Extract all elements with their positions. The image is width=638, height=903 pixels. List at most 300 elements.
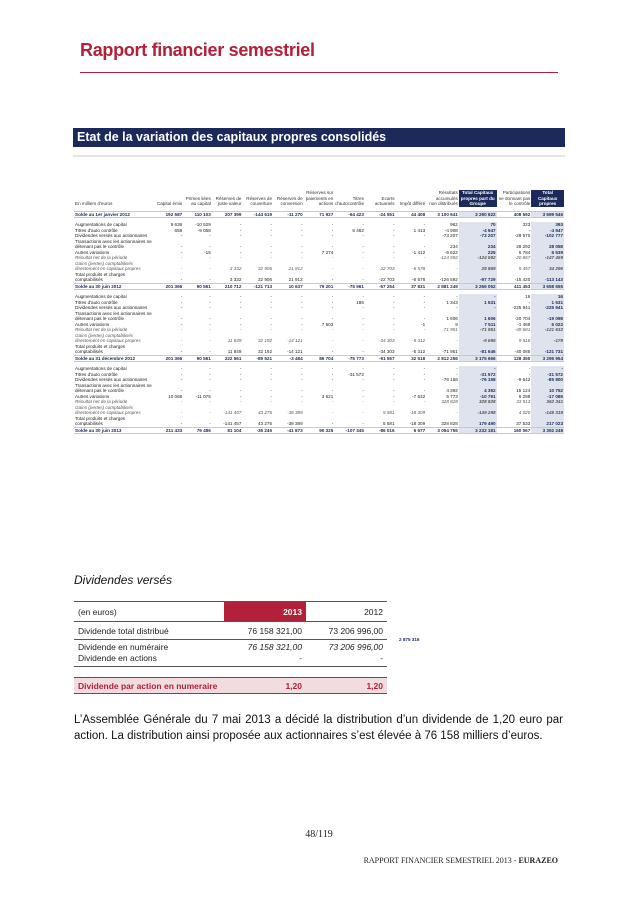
table-cell: -4 908: [444, 227, 458, 233]
table-cell: -: [209, 266, 211, 271]
table-cell: 160 067: [497, 427, 532, 434]
table-cell: -: [528, 371, 531, 377]
table-cell: -: [362, 294, 364, 299]
table-cell: -: [270, 222, 273, 227]
table-cell: -: [393, 255, 395, 260]
table-cell: 43 276: [257, 410, 273, 415]
table-cell: -: [423, 316, 426, 321]
table-cell: -49 681: [514, 327, 531, 332]
table-cell: -: [362, 277, 364, 282]
table-cell: -4 947: [459, 228, 497, 234]
table-cell: -: [209, 410, 211, 415]
table-cell: -: [393, 321, 395, 327]
table-cell: -34 303: [378, 349, 395, 354]
row-label: Transactions avec les actionnaires ne détenant pas le contrôle: [75, 382, 152, 393]
table-cell: -: [209, 388, 211, 393]
table-cell: -: [209, 421, 211, 426]
row-label: Solde au 30 juin 2013: [74, 427, 154, 434]
dividends-header-row: [74, 602, 387, 622]
table-cell: 7 511: [459, 322, 497, 328]
table-cell: -113 143: [531, 272, 564, 284]
column-header: Total Capitaux propres part du Groupe: [460, 190, 495, 206]
table-cell: -: [270, 305, 273, 310]
table-cell: -: [209, 255, 211, 260]
table-header-row: [74, 190, 564, 207]
table-cell: -102 777: [531, 233, 564, 239]
table-row: [74, 311, 564, 322]
table-cell: -11 075: [195, 393, 211, 399]
table-cell: -11 270: [273, 211, 304, 218]
table-cell: -: [331, 233, 334, 238]
table-cell: -: [393, 399, 395, 404]
table-cell: 411 453: [497, 283, 532, 290]
table-cell: 362 341: [531, 399, 564, 405]
table-cell: -: [393, 305, 395, 310]
table-cell: -: [393, 244, 395, 249]
table-cell: 234: [459, 239, 497, 250]
table-cell: 5 773: [446, 393, 458, 399]
table-cell: -: [239, 222, 242, 227]
table-cell: -: [180, 299, 183, 305]
table-cell: -: [180, 421, 183, 426]
table-cell: -145 318: [531, 405, 564, 416]
table-cell: 3 100 641: [426, 211, 459, 218]
table-cell: -: [423, 299, 426, 305]
column-header: Total Capitaux propres: [531, 190, 564, 207]
table-cell: -: [180, 305, 183, 310]
table-cell: -225 941: [531, 305, 564, 311]
table-cell: -20 704: [514, 316, 531, 321]
table-cell: -: [331, 277, 334, 282]
table-cell: 328 828: [441, 399, 458, 404]
table-cell: -7 632: [412, 393, 426, 399]
table-cell: -73 207: [459, 233, 497, 239]
table-cell: -: [301, 316, 303, 321]
table-cell: -: [393, 327, 395, 332]
table-cell: -: [180, 233, 183, 238]
table-cell: -: [180, 294, 183, 299]
row-label: Transactions avec les actionnaires ne détenant pas le contrôle: [75, 310, 152, 321]
table-cell: 11 849: [227, 338, 242, 343]
table-cell: -: [331, 222, 334, 227]
table-cell: -91 557: [365, 355, 396, 362]
row-label: Résultat net de la période: [75, 327, 128, 332]
row-label: Dividendes versés aux actionnaires: [75, 377, 148, 382]
table-cell: -: [180, 244, 183, 249]
row-label: Total produits et charges comptabilisés: [75, 343, 126, 354]
table-cell: -: [423, 294, 426, 299]
row-label: Dividendes versés aux actionnaires: [75, 305, 148, 310]
table-cell: 5 581: [383, 410, 395, 415]
table-cell: -76 158: [459, 377, 497, 383]
table-cell: -: [456, 366, 458, 371]
row-label: Augmentations de capital: [75, 222, 127, 227]
table-cell: -: [301, 321, 303, 327]
table-cell: -15 420: [514, 277, 531, 282]
table-cell: -: [301, 299, 303, 305]
table-cell: -: [362, 338, 364, 343]
page-title: Rapport financier semestriel: [80, 40, 315, 60]
table-cell: 3 054 755: [426, 427, 459, 434]
table-cell: 3 332: [229, 277, 242, 282]
equity-statement-table: [74, 190, 564, 438]
row-label: Titres d'auto contrôle: [75, 299, 118, 305]
table-cell: -: [331, 316, 334, 321]
table-cell: -: [331, 366, 334, 371]
table-cell: -: [423, 371, 426, 377]
table-cell: -22 703: [378, 266, 395, 271]
table-cell: -31 572: [348, 371, 364, 377]
table-cell: -: [362, 366, 364, 371]
table-cell: 3 621: [321, 393, 334, 399]
table-cell: -: [331, 299, 334, 305]
table-cell: -: [180, 349, 183, 354]
table-cell: -: [456, 371, 458, 377]
table-cell: -: [239, 249, 242, 255]
table-cell: -: [423, 388, 426, 393]
table-cell: -: [423, 327, 426, 332]
cash-dividend-2013: 76 158 321,00: [247, 642, 302, 652]
table-cell: 86 704: [304, 355, 335, 362]
table-cell: 5 581: [383, 421, 395, 426]
table-cell: -: [393, 294, 395, 299]
table-cell: -: [423, 377, 426, 382]
row-label: Résultat net de la période: [75, 399, 128, 404]
table-cell: -: [239, 244, 242, 249]
row-label: Autres variations: [75, 321, 110, 327]
column-header: Réserves de juste valeur: [215, 195, 242, 206]
table-cell: -: [393, 299, 395, 305]
table-cell: 4 392: [446, 388, 458, 393]
footer-brand: EURAZEO: [518, 856, 558, 865]
table-cell: -: [362, 305, 364, 310]
table-cell: -4 947: [531, 228, 564, 234]
table-cell: -: [270, 371, 273, 377]
table-cell: -: [270, 393, 273, 399]
table-cell: -: [456, 266, 458, 271]
table-cell: -121 632: [531, 327, 564, 333]
table-cell: -1: [421, 321, 426, 327]
table-cell: -: [239, 255, 242, 260]
table-cell: -: [239, 299, 242, 305]
table-cell: -: [362, 266, 364, 271]
table-cell: -89 521: [242, 355, 273, 362]
table-cell: 8 462: [352, 227, 364, 233]
table-cell: 90 561: [183, 283, 212, 290]
table-row: [74, 405, 564, 416]
table-cell: 79 201: [304, 283, 335, 290]
table-cell: -: [180, 377, 183, 382]
table-cell: -: [239, 377, 242, 382]
per-share-2013: 1,20: [224, 678, 306, 694]
table-cell: -: [393, 377, 395, 382]
table-cell: 211 433: [154, 427, 184, 434]
table-cell: -76 158: [442, 377, 458, 382]
row-label: Augmentations de capital: [75, 294, 127, 299]
table-cell: -: [209, 371, 211, 377]
table-cell: -: [301, 244, 303, 249]
table-cell: -: [331, 338, 334, 343]
table-cell: -: [362, 410, 364, 415]
row-label: Résultat net de la période: [75, 255, 128, 260]
table-cell: -: [209, 399, 211, 404]
table-cell: 6 539: [531, 250, 564, 256]
year-2013: 2013: [224, 602, 306, 622]
table-cell: -: [331, 227, 334, 233]
table-cell: -: [180, 249, 183, 255]
table-cell: -: [270, 233, 273, 238]
table-cell: 32 192: [257, 349, 273, 354]
table-cell: 3 332: [229, 266, 242, 271]
table-cell: -: [239, 399, 242, 404]
table-cell: 201 366: [154, 355, 184, 362]
table-cell: -: [270, 227, 273, 233]
table-cell: -1 489: [517, 321, 531, 327]
total-dividend-2012: 73 206 996,00: [306, 622, 387, 640]
table-cell: 1 606: [459, 311, 497, 322]
table-cell: 1 531: [459, 300, 497, 306]
table-cell: 28 869: [459, 261, 497, 272]
table-cell: -149 298: [459, 405, 497, 416]
table-cell: -14 121: [287, 349, 303, 354]
table-cell: -57 254: [365, 283, 396, 290]
column-header: En milliers d'euros: [75, 201, 113, 206]
table-cell: -40 085: [514, 349, 531, 354]
table-cell: -147 459: [531, 255, 564, 261]
table-cell: 328 828: [441, 421, 458, 426]
table-cell: -: [301, 399, 303, 404]
table-cell: -: [331, 388, 334, 393]
table-cell: -: [331, 244, 334, 249]
table-cell: -: [209, 305, 211, 310]
table-cell: -29 570: [514, 233, 531, 238]
table-cell: 323: [522, 222, 531, 227]
table-cell: -: [362, 399, 364, 404]
row-label: Autres variations: [75, 393, 110, 399]
table-cell: -: [531, 366, 564, 372]
table-cell: -: [362, 321, 364, 327]
table-cell: 16: [531, 294, 564, 300]
table-cell: -: [239, 327, 242, 332]
column-header: Impôt différé: [399, 201, 426, 206]
table-cell: -: [301, 249, 303, 255]
table-cell: -18 309: [409, 410, 426, 415]
table-cell: 217 023: [531, 416, 564, 428]
table-cell: -: [270, 327, 273, 332]
table-cell: -: [301, 377, 303, 382]
dividends-title: Dividendes versés: [74, 573, 173, 587]
table-cell: -: [270, 244, 273, 249]
table-row: [74, 416, 564, 428]
table-cell: -: [393, 227, 395, 233]
table-cell: 5 457: [518, 266, 531, 271]
table-cell: -81 646: [459, 344, 497, 356]
table-cell: -: [239, 366, 242, 371]
table-cell: 1 606: [446, 316, 458, 321]
table-cell: -: [301, 222, 303, 227]
table-cell: -: [423, 244, 426, 249]
table-cell: 408 592: [497, 211, 532, 218]
table-cell: -: [331, 294, 334, 299]
table-cell: -: [180, 321, 183, 327]
table-cell: -: [393, 371, 395, 377]
table-cell: -: [393, 222, 395, 227]
table-cell: -: [180, 388, 183, 393]
table-cell: 1 531: [531, 300, 564, 306]
table-cell: -10 529: [195, 222, 211, 227]
table-cell: -9 695: [459, 333, 497, 344]
table-cell: 1 413: [413, 227, 426, 233]
table-cell: -: [209, 277, 211, 282]
row-label: Titres d'auto contrôle: [75, 371, 118, 377]
table-cell: 3 699 546: [531, 211, 564, 218]
column-header: Réserves sur paiements en actions: [305, 190, 334, 206]
table-cell: -107 345: [334, 427, 365, 434]
table-cell: 37 533: [516, 421, 531, 426]
table-cell: -: [270, 294, 273, 299]
table-cell: -71 951: [442, 349, 458, 354]
table-cell: 6 577: [396, 427, 427, 434]
table-cell: -: [331, 410, 334, 415]
table-cell: -: [180, 255, 183, 260]
table-cell: -: [393, 233, 395, 238]
table-cell: -: [362, 327, 364, 332]
table-cell: -5 622: [444, 249, 458, 255]
table-cell: 3 232 181: [459, 427, 497, 434]
table-cell: -144 619: [242, 211, 273, 218]
table-cell: 234: [450, 244, 458, 249]
table-cell: -: [301, 233, 303, 238]
table-cell: -64 423: [334, 211, 365, 218]
per-share-label: Dividende par action en numeraire: [74, 678, 224, 694]
table-cell: 3 290 622: [459, 211, 497, 218]
table-cell: -: [423, 366, 426, 371]
table-cell: -141 457: [223, 421, 242, 426]
column-header: Titres d'autocontrôle: [335, 195, 365, 206]
table-row: [74, 383, 564, 394]
table-cell: 6 022: [531, 322, 564, 328]
table-cell: -: [423, 305, 426, 310]
table-cell: 3 658 655: [531, 283, 564, 290]
table-cell: -15: [204, 249, 211, 255]
table-cell: -6 578: [412, 266, 426, 271]
column-header: Capital émis: [156, 201, 183, 206]
page-number: 48/119: [305, 829, 333, 840]
table-cell: 37 831: [396, 283, 427, 290]
table-cell: 32 906: [257, 277, 273, 282]
table-cell: 21 912: [288, 277, 303, 282]
table-cell: -: [331, 421, 334, 426]
year-2012: 2012: [306, 602, 387, 622]
table-cell: 3 392 248: [531, 427, 564, 434]
table-cell: -121 731: [531, 344, 564, 356]
table-cell: -: [239, 294, 242, 299]
row-label: Titres d'auto contrôle: [75, 227, 118, 233]
cash-dividend-2012: 73 206 996,00: [328, 642, 383, 652]
table-cell: -: [239, 227, 242, 233]
table-cell: -: [239, 233, 242, 238]
table-cell: -: [362, 244, 364, 249]
table-cell: -: [301, 388, 303, 393]
table-cell: -: [362, 421, 364, 426]
table-cell: -: [362, 255, 364, 260]
table-cell: -: [362, 249, 364, 255]
total-dividend-label: Dividende total distribué: [74, 622, 224, 640]
row-label: Transactions avec les actionnaires ne détenant pas le contrôle: [75, 238, 152, 249]
table-cell: -121 713: [242, 283, 273, 290]
row-label: Solde au 1er janvier 2012: [74, 211, 154, 218]
table-cell: 4 392: [459, 383, 497, 394]
per-share-row: [74, 678, 387, 694]
table-cell: -22 703: [378, 277, 395, 282]
table-cell: 3 266 052: [459, 283, 497, 290]
table-cell: -179: [531, 333, 564, 344]
table-cell: -73 207: [442, 233, 458, 238]
table-cell: -: [209, 377, 211, 382]
table-cell: -124 592: [439, 255, 458, 260]
table-cell: 2 881 249: [426, 283, 459, 290]
unit-label: (en euros): [74, 602, 224, 622]
table-cell: -: [301, 255, 303, 260]
table-cell: -: [423, 233, 426, 238]
table-row: [74, 261, 564, 272]
table-cell: 225: [459, 250, 497, 256]
table-cell: 179 490: [459, 416, 497, 428]
table-cell: -: [209, 294, 211, 299]
table-cell: -31 572: [459, 372, 497, 378]
table-cell: -141 457: [223, 410, 242, 415]
table-cell: 10 637: [273, 283, 304, 290]
table-cell: -1 412: [412, 249, 426, 255]
table-cell: -: [459, 305, 497, 311]
table-cell: -: [393, 366, 395, 371]
table-cell: -5 312: [412, 338, 426, 343]
column-header: Ecarts actuariels: [374, 195, 395, 206]
table-cell: -: [239, 305, 242, 310]
table-cell: 128 350: [497, 355, 532, 362]
table-cell: -: [528, 299, 531, 305]
table-cell: -: [270, 321, 273, 327]
table-cell: -10 791: [459, 394, 497, 400]
table-cell: 9 516: [518, 338, 531, 343]
table-cell: -: [209, 299, 211, 305]
table-cell: -: [180, 410, 183, 415]
table-cell: 44 408: [396, 211, 427, 218]
table-cell: 9: [455, 321, 458, 327]
table-cell: 28 058: [531, 239, 564, 250]
table-cell: 70: [459, 222, 497, 228]
table-cell: 201 366: [154, 283, 184, 290]
table-cell: -: [393, 388, 395, 393]
table-cell: -3 484: [273, 355, 304, 362]
row-label: Gains (pertes) comptabilisés directement en capitaux propres: [75, 260, 141, 271]
total-dividend-row: [74, 622, 387, 640]
table-cell: -: [270, 316, 273, 321]
table-cell: 43 276: [257, 421, 273, 426]
table-cell: 32 518: [396, 355, 427, 362]
table-cell: -85 800: [531, 377, 564, 383]
dividends-table: [74, 601, 387, 694]
table-cell: -: [423, 222, 426, 227]
table-cell: -: [331, 255, 334, 260]
table-cell: 32 906: [257, 266, 273, 271]
table-cell: -: [331, 349, 334, 354]
table-cell: -: [456, 294, 458, 299]
table-cell: -: [209, 338, 211, 343]
table-cell: -6 578: [412, 277, 426, 282]
table-cell: 81 104: [212, 427, 243, 434]
table-row: [74, 333, 564, 344]
